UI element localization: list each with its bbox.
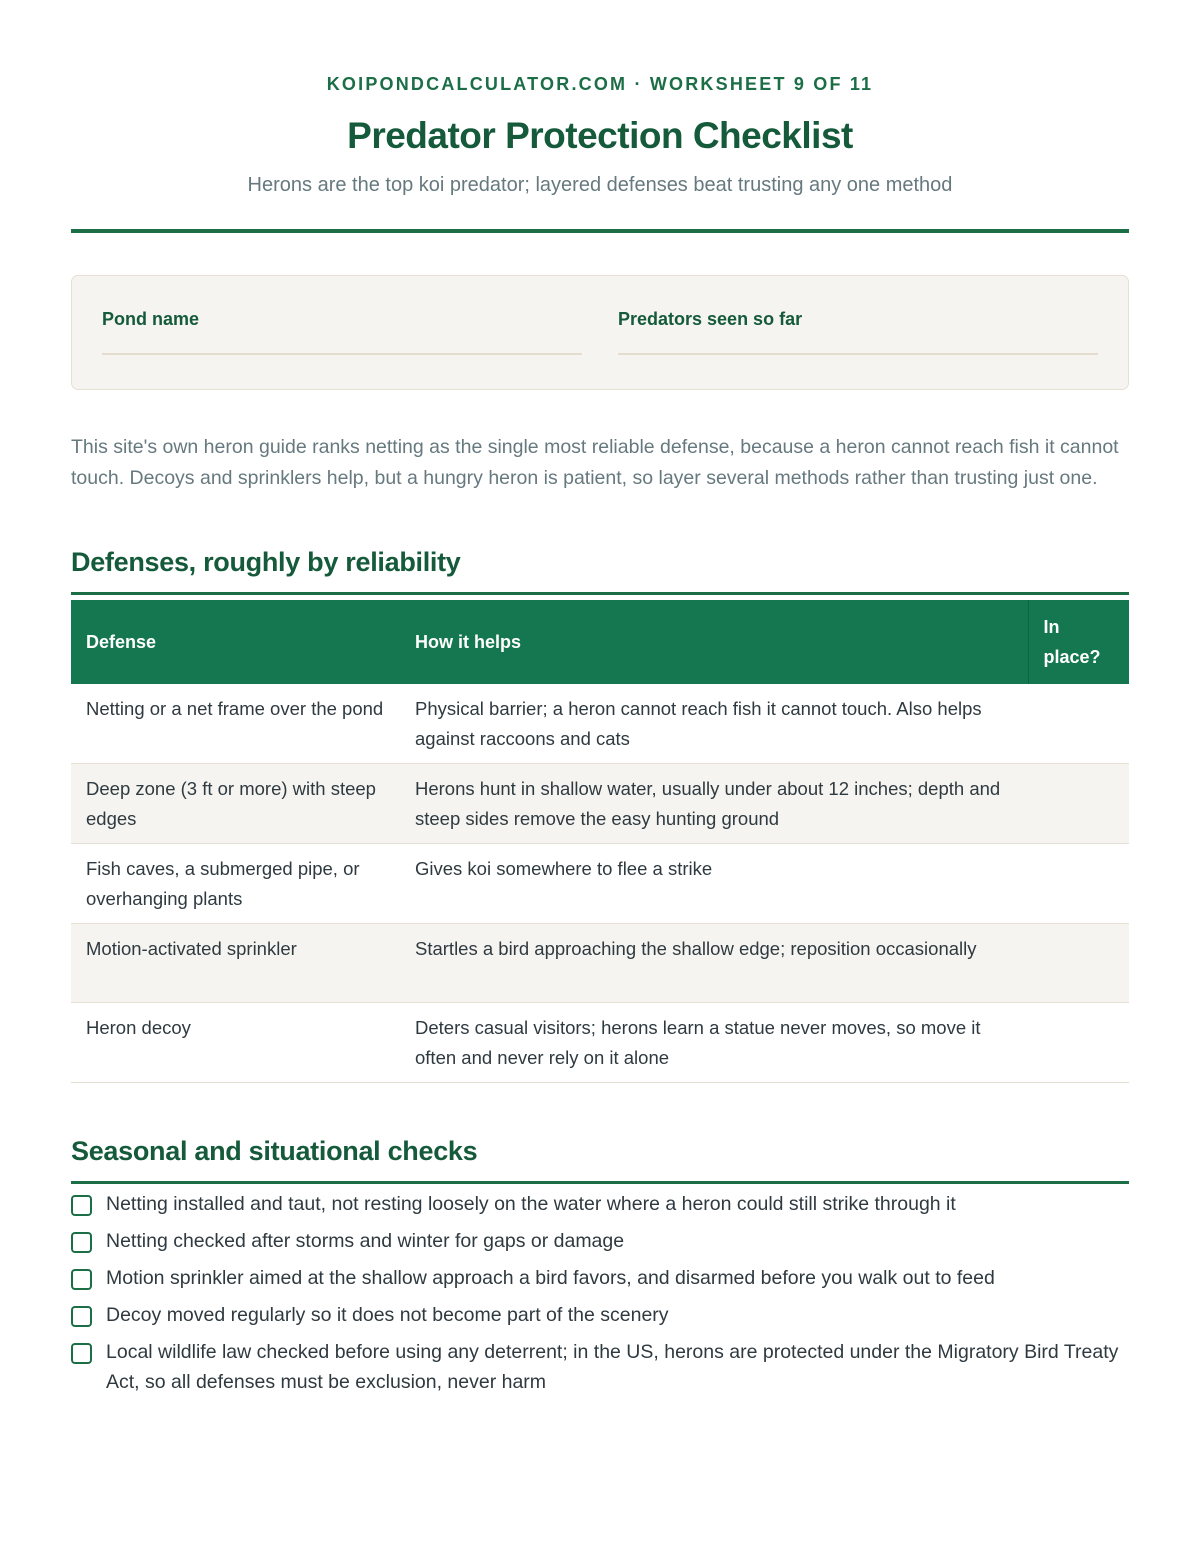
in-place-cell[interactable] bbox=[1028, 844, 1129, 924]
defense-cell: Fish caves, a submerged pipe, or overhanging plants bbox=[71, 844, 400, 924]
pond-name-label: Pond name bbox=[102, 309, 200, 329]
worksheet-eyebrow: KOIPONDCALCULATOR.COM · WORKSHEET 9 OF 11 bbox=[326, 74, 874, 94]
page-subtitle: Herons are the top koi predator; layered defenses beat trusting any one method bbox=[247, 174, 953, 196]
table-row bbox=[71, 684, 1129, 764]
header-divider bbox=[71, 229, 1129, 233]
predators-seen-label: Predators seen so far bbox=[618, 309, 803, 329]
predators-seen-field[interactable] bbox=[618, 307, 1098, 389]
checkbox[interactable] bbox=[71, 1306, 92, 1327]
pond-name-field[interactable] bbox=[102, 307, 582, 389]
table-row bbox=[71, 844, 1129, 924]
checklist-item bbox=[71, 1192, 1129, 1219]
in-place-cell[interactable] bbox=[1028, 684, 1129, 764]
how-it-helps-cell: Physical barrier; a heron cannot reach fish it cannot touch. Also helps against raccoons and cats bbox=[400, 684, 1028, 764]
how-it-helps-cell: Deters casual visitors; herons learn a statue never moves, so move it often and never rely on it alone bbox=[400, 1003, 1028, 1083]
defense-cell: Heron decoy bbox=[71, 1003, 400, 1083]
in-place-cell[interactable] bbox=[1028, 924, 1129, 1003]
table-header-row bbox=[71, 600, 1129, 684]
checklist bbox=[71, 1192, 1129, 1397]
checks-section-divider bbox=[71, 1181, 1129, 1184]
checks-section-title: Seasonal and situational checks bbox=[71, 1136, 478, 1166]
pond-name-input-line[interactable] bbox=[102, 353, 582, 355]
checklist-item bbox=[71, 1266, 1129, 1293]
checklist-item bbox=[71, 1303, 1129, 1330]
checklist-item-text: Motion sprinkler aimed at the shallow approach a bird favors, and disarmed before you walk out to feed bbox=[106, 1267, 995, 1289]
checklist-item-text: Netting installed and taut, not resting loosely on the water where a heron could still strike through it bbox=[106, 1193, 956, 1215]
table-row bbox=[71, 924, 1129, 1003]
defense-cell: Motion-activated sprinkler bbox=[71, 924, 400, 1003]
intro-paragraph: This site's own heron guide ranks netting as the single most reliable defense, because a heron cannot reach fish it cannot touch. Decoys and sprinklers help, but a hungry heron is patient, so layer several methods rather than trusting just one. bbox=[71, 436, 1119, 489]
page-title: Predator Protection Checklist bbox=[347, 115, 853, 156]
checkbox[interactable] bbox=[71, 1269, 92, 1290]
checkbox[interactable] bbox=[71, 1195, 92, 1216]
checklist-item bbox=[71, 1340, 1129, 1397]
column-header-defense: Defense bbox=[71, 600, 400, 684]
checkbox[interactable] bbox=[71, 1343, 92, 1364]
defense-cell: Netting or a net frame over the pond bbox=[71, 684, 400, 764]
how-it-helps-cell: Herons hunt in shallow water, usually under about 12 inches; depth and steep sides remove the easy hunting ground bbox=[400, 764, 1028, 844]
table-row bbox=[71, 764, 1129, 844]
checklist-item-text: Local wildlife law checked before using any deterrent; in the US, herons are protected under the Migratory Bird Treaty Act, so all defenses must be exclusion, never harm bbox=[106, 1341, 1119, 1393]
in-place-cell[interactable] bbox=[1028, 1003, 1129, 1083]
checklist-item-text: Decoy moved regularly so it does not become part of the scenery bbox=[106, 1304, 669, 1326]
column-header-in-place: In place? bbox=[1028, 600, 1129, 684]
defenses-table bbox=[71, 600, 1129, 1083]
checkbox[interactable] bbox=[71, 1232, 92, 1253]
table-row bbox=[71, 1003, 1129, 1083]
how-it-helps-cell: Gives koi somewhere to flee a strike bbox=[400, 844, 1028, 924]
in-place-cell[interactable] bbox=[1028, 764, 1129, 844]
defenses-section-title: Defenses, roughly by reliability bbox=[71, 547, 461, 577]
defenses-section-divider bbox=[71, 592, 1129, 595]
column-header-how-it-helps: How it helps bbox=[400, 600, 1028, 684]
defense-cell: Deep zone (3 ft or more) with steep edges bbox=[71, 764, 400, 844]
checklist-item bbox=[71, 1229, 1129, 1256]
how-it-helps-cell: Startles a bird approaching the shallow edge; reposition occasionally bbox=[400, 924, 1028, 1003]
checklist-item-text: Netting checked after storms and winter for gaps or damage bbox=[106, 1230, 625, 1252]
pond-info-box bbox=[71, 275, 1129, 390]
predators-seen-input-line[interactable] bbox=[618, 353, 1098, 355]
